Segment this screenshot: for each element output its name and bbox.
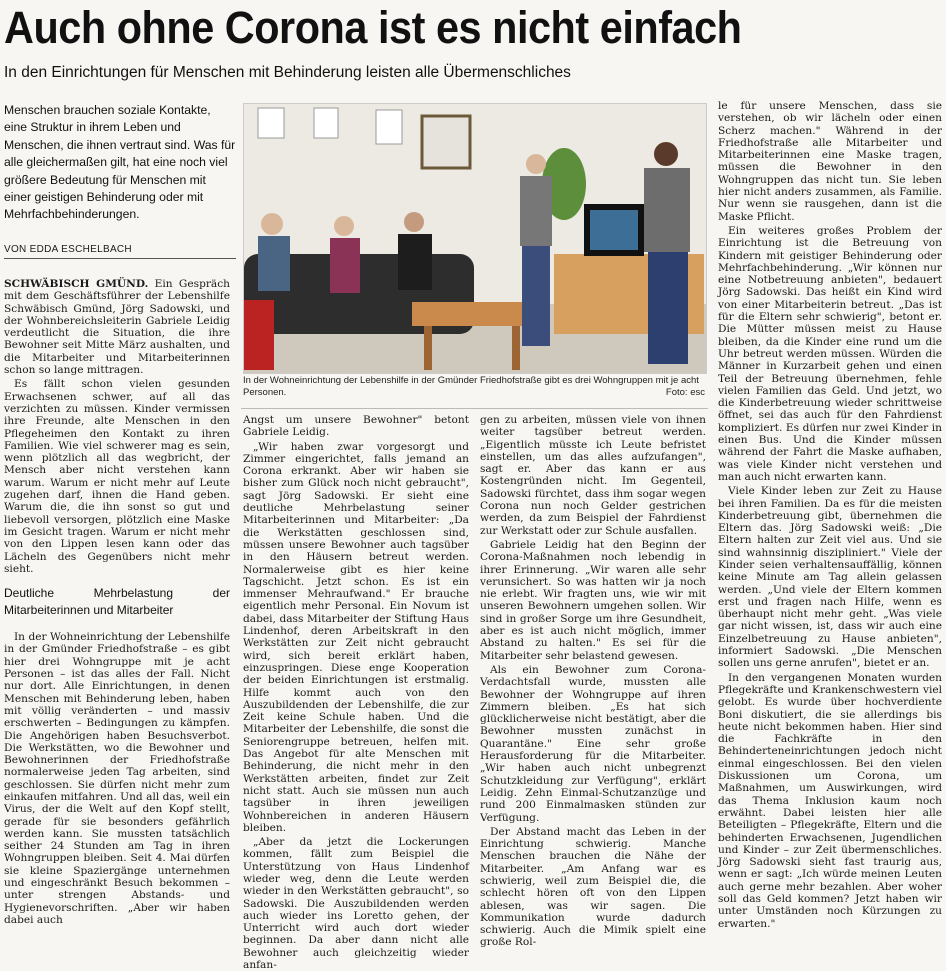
paragraph: Angst um unsere Bewohner" betont Gabriele Leidig. <box>243 414 469 439</box>
photo-credit: Foto: esc <box>665 387 705 398</box>
paragraph <box>4 278 230 376</box>
intro-teaser: Menschen brauchen soziale Kontakte, eine Struktur in ihrem Leben und Menschen, die ihnen vertraut sind. Was für alle gleichermaßen gilt, hat eine noch viel größere Bedeutung für Menschen mit einer geistigen Behinderung oder mit Mehrfachbehinderungen. <box>4 103 236 222</box>
paragraph: „Aber da jetzt die Lockerungen kommen, fällt zum Beispiel die Unterstützung von Haus Lindenhof wieder weg, denn die Leute werden wieder in den Werkstätten gebraucht", so Sadowski. Die Auszubildenden werden auch wieder ins Loretto gehen, der Unterricht wird auch dort wieder beginnen. Da aber dann nicht alle Bewohner auch gleichzeitig wieder anfan- <box>243 836 469 971</box>
paragraph: Der Abstand macht das Leben in der Einrichtung schwierig. Manche Menschen brauchen die Nähe der Mitarbeiter. „Am Anfang war es schwierig, weil zum Beispiel die, die schlecht hören oft von den Lippen ablesen, was wir sagen. Die Kommunikation wurde dadurch schwierig. Auch die Mimik spielt eine große Rol- <box>480 825 706 949</box>
section-subtitle: Deutliche Mehrbelastung der Mitarbeiterinnen und Mitarbeiter <box>4 586 230 618</box>
photo-caption <box>243 375 705 399</box>
headline: Auch ohne Corona ist es nicht einfach <box>4 2 742 53</box>
paragraph: In der Wohneinrichtung der Lebenshilfe in der Gmünder Friedhofstraße – es gibt hier drei Wohngruppe mit je acht Personen – ist das alles der Fall. Nicht nur dort. Alle Einrichtungen, in denen Menschen mit Behinderung leben, haben mit völlig veränderten – und massiv erschwerten – Bedingungen zu kämpfen. Die Angehörigen haben Besuchsverbot. Die Werkstätten, wo die Bewohner und Bewohnerinnen der Friedhofstraße normalerweise jeden Tag arbeiten, sind geschlossen. Sie dürfen nicht mehr zum einkaufen mitfahren. Und all das, weil ein Virus, der die Welt auf den Kopf stellt, gerade für sie besonders gefährlich werden kann. Sie mussten tatsächlich seither 24 Stunden am Tag in ihren Wohngruppen bleiben. Seit 4. Mai dürfen sie kleine Spaziergänge unternehmen und eingeschränkt Besuch bekommen – unter strengen Abstands- und Hygienevorschriften. „Aber wir haben dabei auch <box>4 631 230 926</box>
paragraph: „Wir haben zwar vorgesorgt und Zimmer eingerichtet, falls jemand an Corona erkrankt. Aber wir haben sie bisher zum Glück noch nicht gebraucht", sagt Jörg Sadowski. Er sieht eine deutliche Mehrbelastung seiner Mitarbeiterinnen und Mitarbeiter: „Da die Werkstätten geschlossen sind, müssen unsere Bewohner auch tagsüber in den Häusern betreut werden. Normalerweise gibt es hier keine Tagschicht. Jetzt schon. Es ist ein immenser Mehraufwand." Er brauche eigentlich mehr Personal. Ein Novum ist dabei, dass Mitarbeiter der Stiftung Haus Lindenhof, deren Arbeitskraft in den Werkstätten zur Zeit nicht gebraucht wird, sich bereit erklärt haben, einzuspringen. Diese enge Kooperation der beiden Einrichtungen ist erstmalig. Hilfe kommt auch von den Auszubildenden der Lebenshilfe, die zur Zeit keine Schule haben. Und die Mitarbeiter der Lebenshilfe, die sonst die Seniorengruppe betreuen, helfen mit. Das Angebot für alte Menschen mit Behinderung, die nicht mehr in den Werkstätten arbeiten, findet zur Zeit nicht statt. Auch sie müssen nun auch tagsüber in ihren jeweiligen Wohnbereichen in anderen Häusern bleiben. <box>243 440 469 834</box>
paragraph: gen zu arbeiten, müssen viele von ihnen weiter tagsüber betreut werden. „Eigentlich müsste ich Leute befristet einstellen, um das alles aufzufangen", sagt er. Aber das kann er aus Kostengründen nicht. Im Gegenteil, Sadowski fürchtet, dass ihm sogar wegen Corona nun noch Gelder gestrichen werden, da zum Beispiel der Fahrdienst zur Werkstatt oder zur Schule ausfallen. <box>480 414 706 537</box>
byline: VON EDDA ESCHELBACH <box>4 244 236 259</box>
column-4 <box>718 100 942 930</box>
paragraph: Als ein Bewohner zum Corona-Verdachtsfall wurde, mussten alle Bewohner der Wohngruppe auf ihren Zimmern bleiben. „Es hat sich glücklicherweise nicht bestätigt, aber die Bewohner mussten zunächst in Quarantäne." Eine sehr große Herausforderung für die Mitarbeiter. „Wir haben auch nicht unbegrenzt Schutzkleidung zur Verfügung", erklärt Leidig. Zehn Einmal-Schutzanzüge und rund 200 Einmalmasken stünden zur Verfügung. <box>480 663 706 824</box>
paragraph: Ein weiteres großes Problem der Einrichtung ist die Betreuung von Kindern mit geistiger Behinderung oder Mehrfachbehinderung. „Wir können nur eine Notbetreuung anbieten", bedauert Jörg Sadowski. Das heißt ein Kind wird von einer Mitarbeiterin betreut. „Das ist für die Eltern sehr schwierig", betont er. Die Mütter müssen meist zu Hause bleiben, da die Kinder eine rund um die Uhr betreut werden müssen. Würden die Männer in Kurzarbeit gehen und einen Teil der Betreuung übernehmen, fehle vielen Familien das Geld. Und jetzt, wo die Kinderbetreuung wieder schrittweise öffnet, sei das auch für den Fahrdienst kompliziert. Es dürfen nur zwei Kinder in einen Bus. Und die Kinder müssen während der Fahrt die Maske aufhaben, was viele Kinder nicht verstehen und man auch nicht erwarten kann. <box>718 224 942 483</box>
photo-illustration <box>244 104 706 373</box>
paragraph: le für unsere Menschen, dass sie verstehen, ob wir lächeln oder einen Scherz machen." Während in der Friedhofstraße alle Mitarbeiter und Mitarbeiterinnen eine Maske tragen, müssen die Bewohner in den Wohngruppen das nicht tun. Sie leben hier nicht anders zusammen, als Familie. Nur wenn sie rausgehen, dann ist die Maske Pflicht. <box>718 100 942 223</box>
caption-text: In der Wohneinrichtung der Lebenshilfe in der Gmünder Friedhofstraße gibt es drei Wohngruppen mit je acht Personen. <box>243 375 699 398</box>
paragraph: Viele Kinder leben zur Zeit zu Hause bei ihren Familien. Da es für die meisten Kinderbetreuung gibt, übernehmen die Eltern das. Jörg Sadowski weiß: „Die Eltern halten zur Zeit viel aus. Und sie sind wahnsinnig diszipliniert." Viele der Kinder seien verhaltensauffällig, können keine Minute am Tag allein gelassen werden. „Und viele der Eltern kommen erst und fragen nach Hilfe, wenn es überhaupt nicht mehr geht. „Was viele gar nicht wissen, ist, dass wir auch eine Einzelbetreuung zu Hause anbieten", informiert Sadowski. „Die Menschen sollen uns gerne anrufen", bietet er an. <box>718 485 942 670</box>
column-1 <box>4 278 230 926</box>
column-3 <box>480 414 706 949</box>
column-2 <box>243 414 469 971</box>
dateline: SCHWÄBISCH GMÜND. <box>4 278 149 290</box>
article-photo <box>243 103 707 374</box>
subhead: In den Einrichtungen für Menschen mit Behinderung leisten alle Übermenschliches <box>4 64 571 81</box>
paragraph: Es fällt schon vielen gesunden Erwachsenen schwer, auf all das verzichten zu müssen. Kinder vermissen ihre Freunde, alte Menschen in den Pflegeheimen den Kontakt zu ihren Familien. Wie viel schwerer mag es sein, wenn plötzlich all das wegbricht, der Mensch aber nicht verstehen kann warum. Warum er nicht mehr auf Leute zugehen darf, ihnen die Hand geben. Warum die, die ihn sonst so gut und liebevoll versorgen, plötzlich eine Maske im Gesicht tragen. Warum er nicht mehr von den Lippen lesen kann oder das Lächeln des Gegenübers nicht mehr sieht. <box>4 378 230 575</box>
paragraph-text: Ein Gespräch mit dem Geschäftsführer der Lebenshilfe Schwäbisch Gmünd, Jörg Sadowski, und der Wohnbereichsleiterin Gabriele Leidig verdeutlicht die Situation, die ihre Bewohner seit Mitte März aushalten, und die Mitarbeiter und Mitarbeiterinnen schon so lange mittragen. <box>4 278 230 377</box>
divider <box>241 408 708 409</box>
paragraph: Gabriele Leidig hat den Beginn der Corona-Maßnahmen noch lebendig in ihrer Erinnerung. „Wir waren alle sehr verunsichert. So was hatten wir ja noch nie erlebt. Wir fragten uns, wie wir mit unseren Bewohnern umgehen sollen. Wir sind in großer Sorge um ihre Gesundheit, aber es ist auch nicht möglich, immer Abstand zu halten." Es sei für die Mitarbeiter sehr belastend gewesen. <box>480 538 706 662</box>
paragraph: In den vergangenen Monaten wurden Pflegekräfte und Krankenschwestern viel gelobt. Es wurde über hochverdiente Boni diskutiert, die sie allerdings bis heute nicht bekommen haben. Hier sind die Fachkräfte in den Behinderteneinrichtungen jedoch nicht einmal eingeschlossen. Bei den vielen Diskussionen um Corona, um Maßnahmen, um Auswirkungen, wird das Thema Inklusion kaum noch erwähnt. Dabei leisten hier alle Beteiligten – Pflegekräfte, Eltern und die behinderten Erwachsenen, Jugendlichen und Kinder – zur Zeit übermenschliches. Jörg Sadowski sieht fast traurig aus, wenn er sagt: „Ich würde meinen Leuten auch gerne mehr bezahlen. Aber woher soll das Geld kommen? Jetzt haben wir unter Umständen noch Kürzungen zu erwarten." <box>718 671 942 930</box>
